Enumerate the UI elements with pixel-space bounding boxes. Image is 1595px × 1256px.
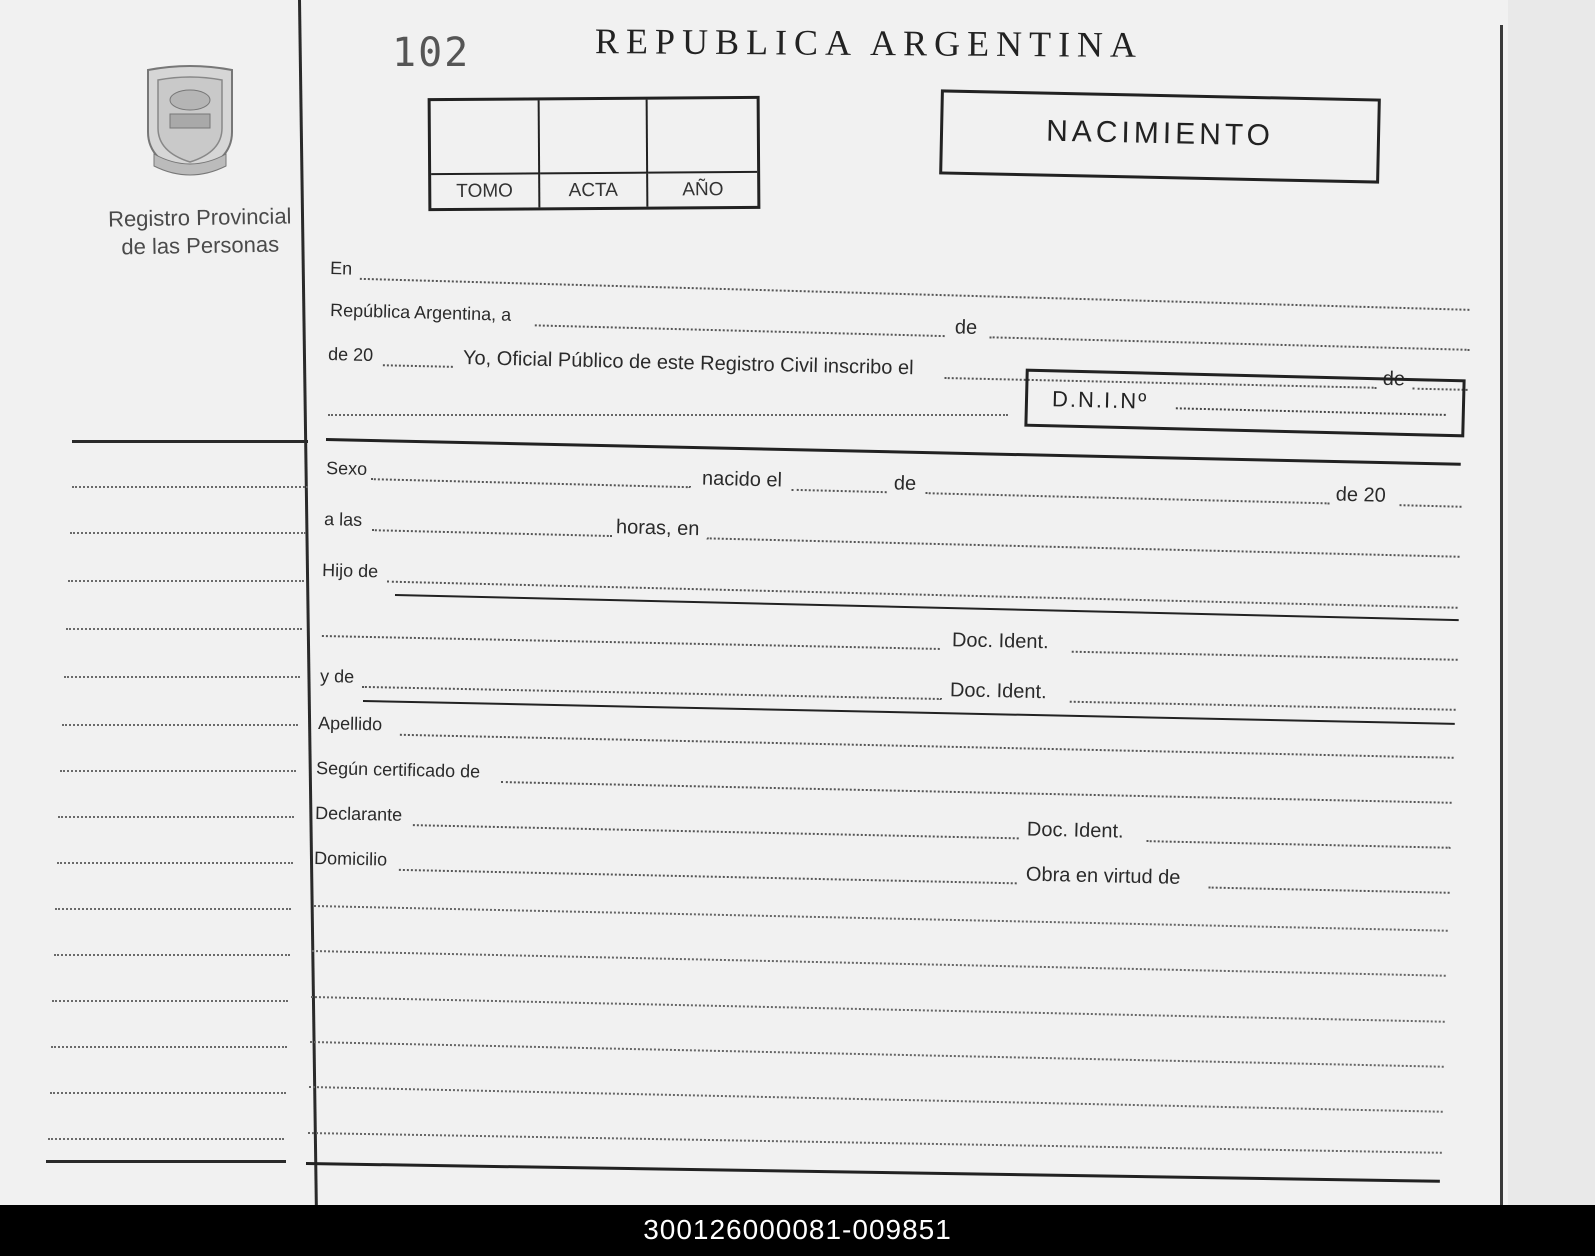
left-blank-line: [72, 486, 308, 488]
act-type: NACIMIENTO: [1045, 114, 1275, 153]
acta-cell[interactable]: [539, 100, 648, 175]
field-hora[interactable]: [372, 529, 612, 537]
label-yo-oficial: Yo, Oficial Público de este Registro Civil inscribo el: [462, 347, 914, 380]
left-blank-line: [58, 816, 294, 818]
label-de20: de 20: [1335, 483, 1387, 507]
dni-field[interactable]: [1176, 407, 1446, 416]
label-doc-ident: Doc. Ident.: [1026, 818, 1124, 843]
field-padre-doc[interactable]: [1072, 651, 1458, 661]
field-month[interactable]: [990, 336, 1470, 351]
label-horas-en: horas, en: [615, 516, 700, 541]
left-blank-line: [60, 770, 296, 772]
field-sexo[interactable]: [371, 478, 691, 488]
label-republica: República Argentina, a: [329, 300, 512, 325]
label-segun: Según certificado de: [315, 758, 481, 782]
left-blank-line: [50, 1092, 286, 1094]
left-blank-line: [64, 676, 300, 678]
ano-cell[interactable]: [648, 99, 757, 174]
act-number: 102: [392, 30, 471, 76]
label-domicilio: Domicilio: [313, 848, 388, 870]
ano-label: AÑO: [682, 179, 724, 201]
label-y-de: y de: [319, 666, 355, 687]
row-domicilio: [314, 848, 1450, 903]
label-obra: Obra en virtud de: [1025, 863, 1181, 889]
registry-line-1: Registro Provincial: [107, 203, 292, 232]
tomo-cell[interactable]: [431, 100, 540, 175]
left-blank-line: [68, 580, 304, 582]
sheet-edge: [1500, 25, 1503, 1205]
tomo-acta-ano-box: [428, 96, 761, 211]
label-apellido: Apellido: [317, 713, 383, 735]
label-doc-ident: Doc. Ident.: [949, 679, 1047, 704]
left-blank-line: [70, 532, 306, 534]
label-sexo: Sexo: [325, 458, 368, 480]
blank-line[interactable]: [310, 1041, 1444, 1068]
field-declarante-doc[interactable]: [1147, 840, 1451, 849]
label-hijo-de: Hijo de: [321, 560, 379, 582]
label-en: En: [329, 258, 353, 279]
left-blank-line: [51, 1046, 287, 1048]
field-nacido-ano[interactable]: [1400, 504, 1462, 508]
blank-line[interactable]: [308, 1132, 1442, 1154]
label-de20: de 20: [327, 344, 374, 366]
left-separator-top: [72, 440, 308, 443]
label-de: de: [1382, 367, 1406, 391]
field-apellido[interactable]: [400, 734, 1454, 759]
blank-line[interactable]: [311, 996, 1445, 1023]
row-padre-doc: [322, 616, 1458, 670]
left-blank-line: [48, 1138, 284, 1140]
row-sexo: [326, 458, 1462, 517]
left-separator-bottom: [46, 1160, 286, 1163]
left-blank-line: [52, 1000, 288, 1002]
barcode-caption: 300126000081-009851: [0, 1205, 1595, 1256]
dni-box: [1024, 369, 1465, 438]
form-main: [300, 0, 1500, 1205]
label-nacido: nacido el: [701, 467, 783, 492]
label-de: de: [954, 316, 978, 339]
field-certificado[interactable]: [501, 781, 1452, 804]
tomo-label: TOMO: [431, 174, 540, 208]
field-domicilio[interactable]: [399, 869, 1017, 884]
blank-line[interactable]: [312, 950, 1446, 977]
field-day[interactable]: [535, 324, 945, 337]
blank-line[interactable]: [314, 905, 1448, 932]
field-name-line[interactable]: [328, 414, 1008, 416]
row-hijo-de: [322, 560, 1458, 618]
field-obra[interactable]: [1209, 887, 1450, 894]
acta-label: ACTA: [540, 174, 649, 208]
left-blank-line: [54, 954, 290, 956]
left-blank-line: [57, 862, 293, 864]
field-madre[interactable]: [362, 686, 942, 700]
field-nacido-mes[interactable]: [926, 492, 1330, 504]
blank-line[interactable]: [309, 1086, 1443, 1113]
field-nacido-dia[interactable]: [792, 489, 887, 493]
label-de: de: [893, 472, 917, 495]
left-blank-line: [55, 908, 291, 910]
field-madre-doc[interactable]: [1070, 701, 1456, 711]
field-year[interactable]: [383, 364, 453, 368]
document-title: REPUBLICA ARGENTINA: [594, 21, 1144, 65]
field-padre-cont[interactable]: [322, 635, 940, 650]
field-declarante[interactable]: [413, 824, 1019, 839]
left-blank-line: [62, 724, 298, 726]
registry-line-2: de las Personas: [121, 231, 280, 260]
field-lugar[interactable]: [707, 537, 1460, 557]
label-a-las: a las: [323, 509, 363, 530]
registry-name: [90, 202, 311, 262]
field-padre[interactable]: [387, 581, 1458, 609]
label-declarante: Declarante: [314, 803, 403, 825]
label-doc-ident: Doc. Ident.: [951, 629, 1049, 654]
left-blank-line: [66, 628, 302, 630]
act-type-box: [939, 89, 1381, 183]
bottom-rule: [306, 1162, 1440, 1183]
provincial-seal-icon: [140, 62, 240, 180]
row-segun: [316, 758, 1452, 813]
dni-label: D.N.I.Nº: [1051, 386, 1149, 414]
row-a-las: [324, 509, 1460, 567]
row-declarante: [315, 803, 1451, 858]
